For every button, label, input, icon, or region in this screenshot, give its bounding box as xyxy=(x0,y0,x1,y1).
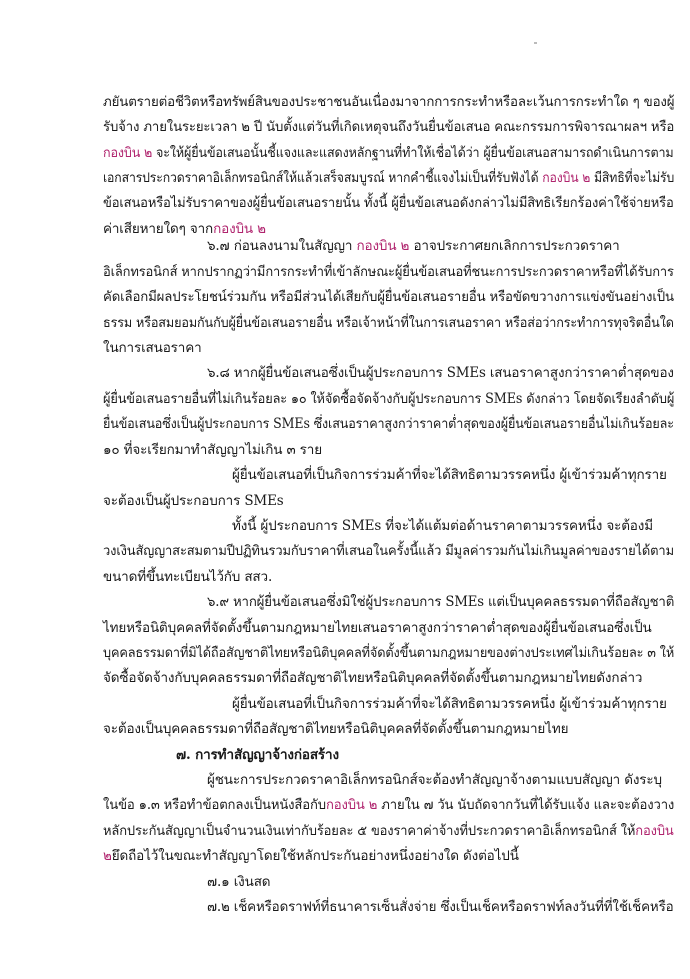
text-line xyxy=(103,846,519,866)
highlighted-unit-name: กองบิน ๒ xyxy=(103,145,153,161)
text-line xyxy=(103,719,568,739)
text-line xyxy=(232,694,667,714)
highlighted-unit-name: กองบิน ๒ xyxy=(542,170,591,186)
text-segment: บุคคลธรรมดาที่มิได้ถือสัญชาติไทยหรือนิติบุคคลที่จัดตั้งขึ้นตามกฎหมายของต่างประเทศไม่เกินร้อยละ ๓ ให้ xyxy=(103,645,675,661)
text-line xyxy=(207,770,662,790)
clause-7-1 xyxy=(207,872,270,892)
clause-7-2 xyxy=(207,897,674,917)
text-line xyxy=(103,143,674,163)
text-line xyxy=(103,338,202,358)
text-line xyxy=(103,643,674,663)
text-segment: จัดซื้อจัดจ้างกับบุคคลธรรมดาที่ถือสัญชาติไทยหรือนิติบุคคลที่จัดตั้งขึ้นตามกฎหมายไทยดังกล่าว xyxy=(103,670,643,686)
text-segment: ๖.๗ ก่อนลงนามในสัญญา xyxy=(207,238,357,254)
text-line xyxy=(103,821,674,841)
highlighted-unit-name: กองบิน ๒ xyxy=(213,221,266,237)
text-segment: ข้อเสนอหรือไม่รับราคาของผู้ยื่นข้อเสนอรายนั้น ทั้งนี้ ผู้ยื่นข้อเสนอดังกล่าวไม่มีสิทธิเรียกร้องค่าใช้จ่ายหรือ xyxy=(103,195,674,211)
text-line xyxy=(103,313,674,333)
section-7-heading xyxy=(176,745,339,765)
text-line xyxy=(103,389,674,409)
clause-6-7 xyxy=(207,236,620,256)
text-segment: ในข้อ ๑.๓ หรือทำข้อตกลงเป็นหนังสือกับ xyxy=(103,797,326,813)
text-segment: อาจประกาศยกเลิกการประกวดราคา xyxy=(409,238,620,254)
text-segment: ๗.๒ เช็คหรือดราฟท์ที่ธนาคารเซ็นสั่งจ่าย ซึ่งเป็นเช็คหรือดราฟท์ลงวันที่ที่ใช้เช็คหรือ xyxy=(207,899,674,915)
text-segment: ผู้ยื่นข้อเสนอที่เป็นกิจการร่วมค้าที่จะได้สิทธิตามวรรคหนึ่ง ผู้เข้าร่วมค้าทุกราย xyxy=(232,696,667,712)
text-segment: จะต้องเป็นผู้ประกอบการ SMEs xyxy=(103,493,284,509)
text-line xyxy=(103,541,674,561)
text-segment: ยื่นข้อเสนอซึ่งเป็นผู้ประกอบการ SMEs ซึ่งเสนอราคาสูงกว่าราคาต่ำสุดของผู้ยื่นข้อเสนอรายอื่นไม่เกินร้อยละ xyxy=(103,416,674,432)
text-segment: ๑๐ ที่จะเรียกมาทำสัญญาไม่เกิน ๓ ราย xyxy=(103,442,322,458)
highlighted-unit-name: กองบิน ๒ xyxy=(325,797,378,813)
text-segment: จะให้ผู้ยื่นข้อเสนอนั้นชี้แจงและแสดงหลักฐานที่ทำให้เชื่อได้ว่า ผู้ยื่นข้อเสนอสามารถดำเนินการตาม xyxy=(152,145,674,161)
clause-6-9 xyxy=(207,592,674,612)
highlighted-unit-name: ๒ xyxy=(103,848,112,864)
text-line xyxy=(103,567,272,587)
text-segment: ผู้ชนะการประกวดราคาอิเล็กทรอนิกส์จะต้องทำสัญญาจ้างตามแบบสัญญา ดังระบุ xyxy=(207,772,662,788)
text-segment: ในการเสนอราคา xyxy=(103,340,202,356)
highlighted-unit-name: กองบิน ๒ xyxy=(356,238,410,254)
clause-6-8 xyxy=(207,363,674,383)
text-segment: ทั้งนี้ ผู้ประกอบการ SMEs ที่จะได้แต้มต่อด้านราคาตามวรรคหนึ่ง จะต้องมี xyxy=(232,518,653,534)
text-line xyxy=(232,516,653,536)
text-line xyxy=(103,262,674,282)
text-line xyxy=(103,668,642,688)
text-segment: ๖.๘ หากผู้ยื่นข้อเสนอซึ่งเป็นผู้ประกอบการ SMEs เสนอราคาสูงกว่าราคาต่ำสุดของ xyxy=(207,365,674,381)
text-segment: มีสิทธิที่จะไม่รับ xyxy=(590,170,675,186)
text-segment: ไทยหรือนิติบุคคลที่จัดตั้งขึ้นตามกฎหมายไทยเสนอราคาสูงกว่าราคาต่ำสุดของผู้ยื่นข้อเสนอซึ่งเป็น xyxy=(103,620,652,636)
text-line xyxy=(103,414,674,434)
text-segment: ภยันตรายต่อชีวิตหรือทรัพย์สินของประชาชนอันเนื่องมาจากการกระทำหรือละเว้นการกระทำใด ๆ ของผู้ xyxy=(103,94,675,110)
text-segment: วงเงินสัญญาสะสมตามปีปฏิทินรวมกับราคาที่เสนอในครั้งนี้แล้ว มีมูลค่ารวมกันไม่เกินมูลค่าของรายได้ตาม xyxy=(103,543,674,559)
text-segment: ยึดถือไว้ในขณะทำสัญญาโดยใช้หลักประกันอย่างหนึ่งอย่างใด ดังต่อไปนี้ xyxy=(111,848,519,864)
text-line xyxy=(103,795,674,815)
text-segment: หลักประกันสัญญาเป็นจำนวนเงินเท่ากับร้อยละ ๕ ของราคาค่าจ้างที่ประกวดราคาอิเล็กทรอนิกส์ ให้ xyxy=(103,823,636,839)
text-segment: เอกสารประกวดราคาอิเล็กทรอนิกส์ให้แล้วเสร็จสมบูรณ์ หากคำชี้แจงไม่เป็นที่รับฟังได้ xyxy=(103,170,543,186)
text-segment: ๗.๑ เงินสด xyxy=(207,874,271,890)
text-segment: อิเล็กทรอนิกส์ หากปรากฏว่ามีการกระทำที่เข้าลักษณะผู้ยื่นข้อเสนอที่ชนะการประกวดราคาหรือที่ได้รับการ xyxy=(103,264,674,280)
text-line xyxy=(103,117,674,137)
text-segment: ๗. การทำสัญญาจ้างก่อสร้าง xyxy=(176,747,339,763)
text-line xyxy=(103,92,674,112)
text-segment: ผู้ยื่นข้อเสนอรายอื่นที่ไม่เกินร้อยละ ๑๐ ให้จัดซื้อจัดจ้างกับผู้ประกอบการ SMEs ดังกล่าว โดยจัดเรียงลำดับผู้ xyxy=(103,391,675,407)
text-segment: คัดเลือกมีผลประโยชน์ร่วมกัน หรือมีส่วนได้เสียกับผู้ยื่นข้อเสนอรายอื่น หรือขัดขวางการแข่งขันอย่างเป็น xyxy=(103,289,674,305)
text-line xyxy=(103,193,674,213)
text-line xyxy=(103,440,322,460)
text-line xyxy=(232,465,667,485)
text-line xyxy=(103,287,674,307)
text-line xyxy=(103,618,652,638)
text-segment: รับจ้าง ภายในระยะเวลา ๒ ปี นับตั้งแต่วันที่เกิดเหตุจนถึงวันยื่นข้อเสนอ คณะกรรมการพิจารณาผลฯ หรือ xyxy=(103,119,675,135)
text-segment: จะต้องเป็นบุคคลธรรมดาที่ถือสัญชาติไทยหรือนิติบุคคลที่จัดตั้งขึ้นตามกฎหมายไทย xyxy=(103,721,569,737)
text-segment: ค่าเสียหายใดๆ จาก xyxy=(103,221,214,237)
text-segment: ภายใน ๗ วัน นับถัดจากวันที่ได้รับแจ้ง และจะต้องวาง xyxy=(377,797,675,813)
text-line xyxy=(103,168,674,188)
scan-speck xyxy=(534,42,537,44)
text-segment: ธรรม หรือสมยอมกันกับผู้ยื่นข้อเสนอรายอื่น หรือเจ้าหน้าที่ในการเสนอราคา หรือส่อว่ากระทำการทุจริตอื่นใด xyxy=(103,315,674,331)
text-segment: ขนาดที่ขึ้นทะเบียนไว้กับ สสว. xyxy=(103,569,273,585)
text-segment: ผู้ยื่นข้อเสนอที่เป็นกิจการร่วมค้าที่จะได้สิทธิตามวรรคหนึ่ง ผู้เข้าร่วมค้าทุกราย xyxy=(232,467,667,483)
text-line xyxy=(103,491,284,511)
highlighted-unit-name: กองบิน xyxy=(635,823,674,839)
text-segment: ๖.๙ หากผู้ยื่นข้อเสนอซึ่งมิใช่ผู้ประกอบการ SMEs แต่เป็นบุคคลธรรมดาที่ถือสัญชาติ xyxy=(207,594,675,610)
